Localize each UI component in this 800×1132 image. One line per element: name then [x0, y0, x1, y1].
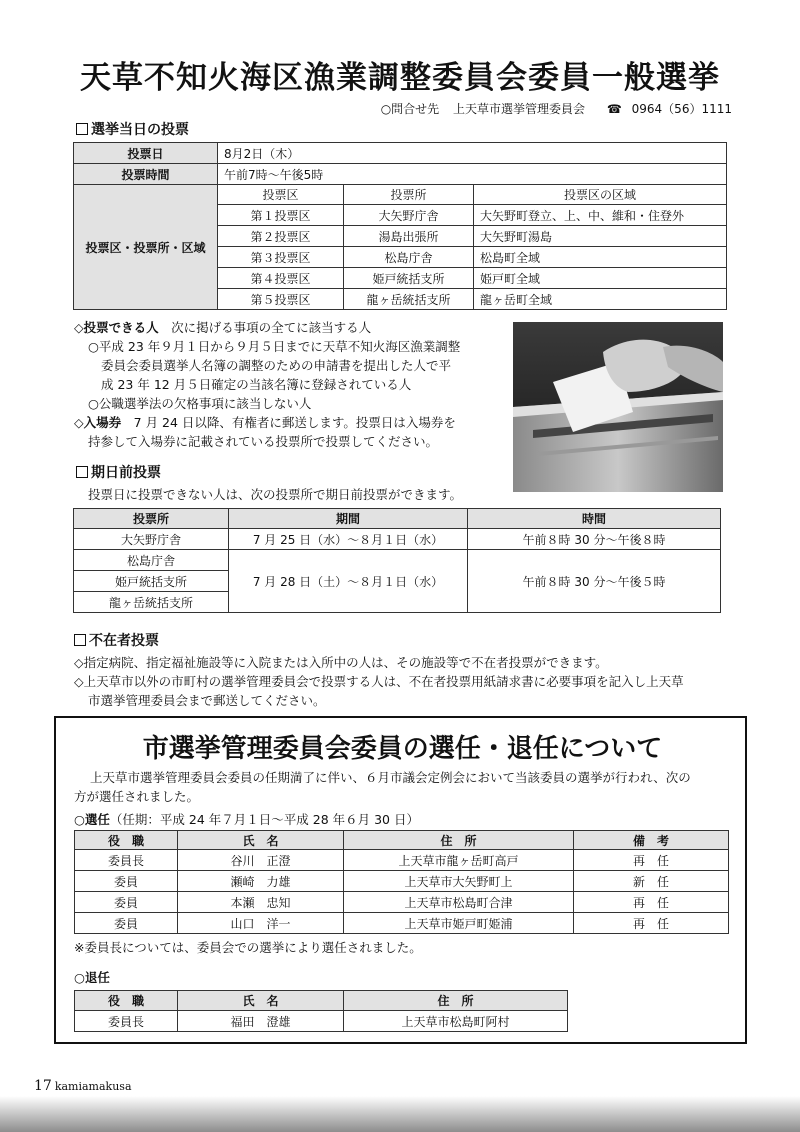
- table-cell: 上天草市龍ヶ岳町高戸: [344, 850, 574, 871]
- eligibility-line: [74, 318, 371, 337]
- time-label: 投票時間: [74, 164, 218, 185]
- table-cell: 第２投票区: [218, 226, 344, 247]
- col-header: 役 職: [75, 831, 178, 850]
- table-cell: 委員: [75, 913, 178, 934]
- contact-org: 上天草市選挙管理委員会: [453, 102, 586, 116]
- eligibility-item1: 委員会委員選挙人名簿の調整のための申請書を提出した人で平: [101, 358, 452, 373]
- election-day-heading: [76, 119, 189, 139]
- col-header: 氏 名: [178, 831, 344, 850]
- ticket-line: 持参して入場券に記載されている投票所で投票してください。: [88, 434, 439, 449]
- table-cell: 瀬崎 力雄: [178, 871, 344, 892]
- col-header: 備 考: [574, 831, 729, 850]
- ticket-label: ◇入場券: [74, 415, 122, 430]
- table-cell: 龍ヶ岳統括支所: [74, 592, 229, 613]
- table-cell: 委員: [75, 892, 178, 913]
- table-cell: 上天草市松島町阿村: [344, 1011, 568, 1032]
- heading-text: 選挙当日の投票: [91, 122, 189, 138]
- table-cell: 龍ヶ岳町全域: [474, 289, 727, 310]
- heading-text: 不在者投票: [89, 633, 159, 649]
- retire-label: ○退任: [74, 970, 110, 985]
- table-cell: 福田 澄雄: [178, 1011, 344, 1032]
- brand-name: kamiamakusa: [54, 1080, 132, 1093]
- time-value: 午前7時〜午後5時: [218, 164, 727, 185]
- col-header: 住 所: [344, 991, 568, 1011]
- bottom-gradient: [0, 1096, 800, 1132]
- eligibility-item2: ○公職選挙法の欠格事項に該当しない人: [88, 396, 312, 411]
- retire-table: [74, 990, 568, 1032]
- table-cell: 大矢野町登立、上、中、維和・住登外: [474, 205, 727, 226]
- checkbox-square-icon: [76, 123, 88, 135]
- checkbox-square-icon: [76, 466, 88, 478]
- table-cell: 上天草市大矢野町上: [344, 871, 574, 892]
- ticket-line: [74, 413, 456, 432]
- committee-title: 市選挙管理委員会委員の選任・退任について: [142, 734, 663, 764]
- col-header: 住 所: [344, 831, 574, 850]
- table-cell: 松島町全域: [474, 247, 727, 268]
- absentee-heading: [74, 630, 159, 650]
- table-cell: 上天草市松島町合津: [344, 892, 574, 913]
- table-cell: 委員長: [75, 850, 178, 871]
- table-cell: 谷川 正澄: [178, 850, 344, 871]
- eligibility-intro: 次に掲げる事項の全てに該当する人: [171, 320, 372, 335]
- table-cell: 再 任: [574, 850, 729, 871]
- table-cell: 再 任: [574, 892, 729, 913]
- absentee-line: 市選挙管理委員会まで郵送してください。: [88, 693, 326, 708]
- date-value: 8月2日（木）: [218, 143, 727, 164]
- appoint-term: （任期：平成 24 年７月１日〜平成 28 年６月 30 日）: [109, 812, 419, 827]
- eligibility-item1: 成 23 年 12 月５日確定の当該名簿に登録されている人: [101, 377, 412, 392]
- table-cell: 湯島出張所: [344, 226, 474, 247]
- col-header: 投票所: [344, 185, 474, 205]
- col-header: 期間: [229, 509, 468, 529]
- table-cell: 第５投票区: [218, 289, 344, 310]
- table-cell: 7 月 28 日（土）〜８月１日（水）: [229, 550, 468, 613]
- table-cell: 松島庁舎: [344, 247, 474, 268]
- committee-intro: 方が選任されました。: [74, 789, 200, 804]
- early-voting-intro: 投票日に投票できない人は、次の投票所で期日前投票ができます。: [88, 487, 463, 502]
- table-cell: 姫戸統括支所: [344, 268, 474, 289]
- page-footer: [34, 1078, 132, 1094]
- contact-label: ○問合せ先: [380, 102, 440, 116]
- page-number: 17: [34, 1078, 52, 1094]
- table-cell: 龍ヶ岳統括支所: [344, 289, 474, 310]
- table-cell: 新 任: [574, 871, 729, 892]
- page-title: 天草不知火海区漁業調整委員会委員一般選挙: [80, 60, 720, 96]
- contact-tel: 0964（56）1111: [631, 102, 732, 116]
- table-cell: 委員: [75, 871, 178, 892]
- election-day-table: [73, 142, 727, 310]
- appoint-label: ○選任: [74, 812, 110, 827]
- table-cell: 大矢野町湯島: [474, 226, 727, 247]
- date-label: 投票日: [74, 143, 218, 164]
- eligibility-item1: ○平成 23 年９月１日から９月５日までに天草不知火海区漁業調整: [88, 339, 461, 354]
- eligibility-label: ◇投票できる人: [74, 320, 159, 335]
- contact-info: [375, 100, 732, 117]
- table-cell: 委員長: [75, 1011, 178, 1032]
- col-header: 氏 名: [178, 991, 344, 1011]
- appoint-label-line: [74, 810, 419, 829]
- table-cell: 再 任: [574, 913, 729, 934]
- table-cell: 山口 洋一: [178, 913, 344, 934]
- table-cell: 大矢野庁舎: [74, 529, 229, 550]
- table-cell: 姫戸町全域: [474, 268, 727, 289]
- absentee-line: ◇指定病院、指定福祉施設等に入院または入所中の人は、その施設等で不在者投票ができます。: [74, 655, 608, 670]
- table-cell: 姫戸統括支所: [74, 571, 229, 592]
- ballot-box-photo: [513, 322, 723, 492]
- area-label: 投票区・投票所・区域: [74, 185, 218, 310]
- table-cell: 午前８時 30 分〜午後８時: [468, 529, 721, 550]
- phone-icon: ☎: [606, 102, 622, 116]
- table-cell: 本瀬 忠知: [178, 892, 344, 913]
- committee-section: [54, 716, 747, 1044]
- early-voting-table: [73, 508, 721, 613]
- absentee-line: ◇上天草市以外の市町村の選挙管理委員会で投票する人は、不在者投票用紙請求書に必要事項を記入し上天草: [74, 674, 684, 689]
- table-cell: 上天草市姫戸町姫浦: [344, 913, 574, 934]
- table-cell: 第３投票区: [218, 247, 344, 268]
- table-cell: 7 月 25 日（水）〜８月１日（水）: [229, 529, 468, 550]
- col-header: 時間: [468, 509, 721, 529]
- col-header: 投票区: [218, 185, 344, 205]
- col-header: 投票所: [74, 509, 229, 529]
- table-cell: 午前８時 30 分〜午後５時: [468, 550, 721, 613]
- col-header: 役 職: [75, 991, 178, 1011]
- table-cell: 第１投票区: [218, 205, 344, 226]
- early-voting-heading: [76, 462, 161, 482]
- committee-intro: 上天草市選挙管理委員会委員の任期満了に伴い、６月市議会定例会において当該委員の選挙が行われ、次の: [90, 770, 691, 785]
- heading-text: 期日前投票: [91, 465, 161, 481]
- checkbox-square-icon: [74, 634, 86, 646]
- committee-note: ※委員長については、委員会での選挙により選任されました。: [74, 940, 422, 955]
- table-cell: 大矢野庁舎: [344, 205, 474, 226]
- table-cell: 第４投票区: [218, 268, 344, 289]
- ticket-text: 7 月 24 日以降、有権者に郵送します。投票日は入場券を: [133, 415, 456, 430]
- table-cell: 松島庁舎: [74, 550, 229, 571]
- col-header: 投票区の区域: [474, 185, 727, 205]
- appoint-table: [74, 830, 729, 934]
